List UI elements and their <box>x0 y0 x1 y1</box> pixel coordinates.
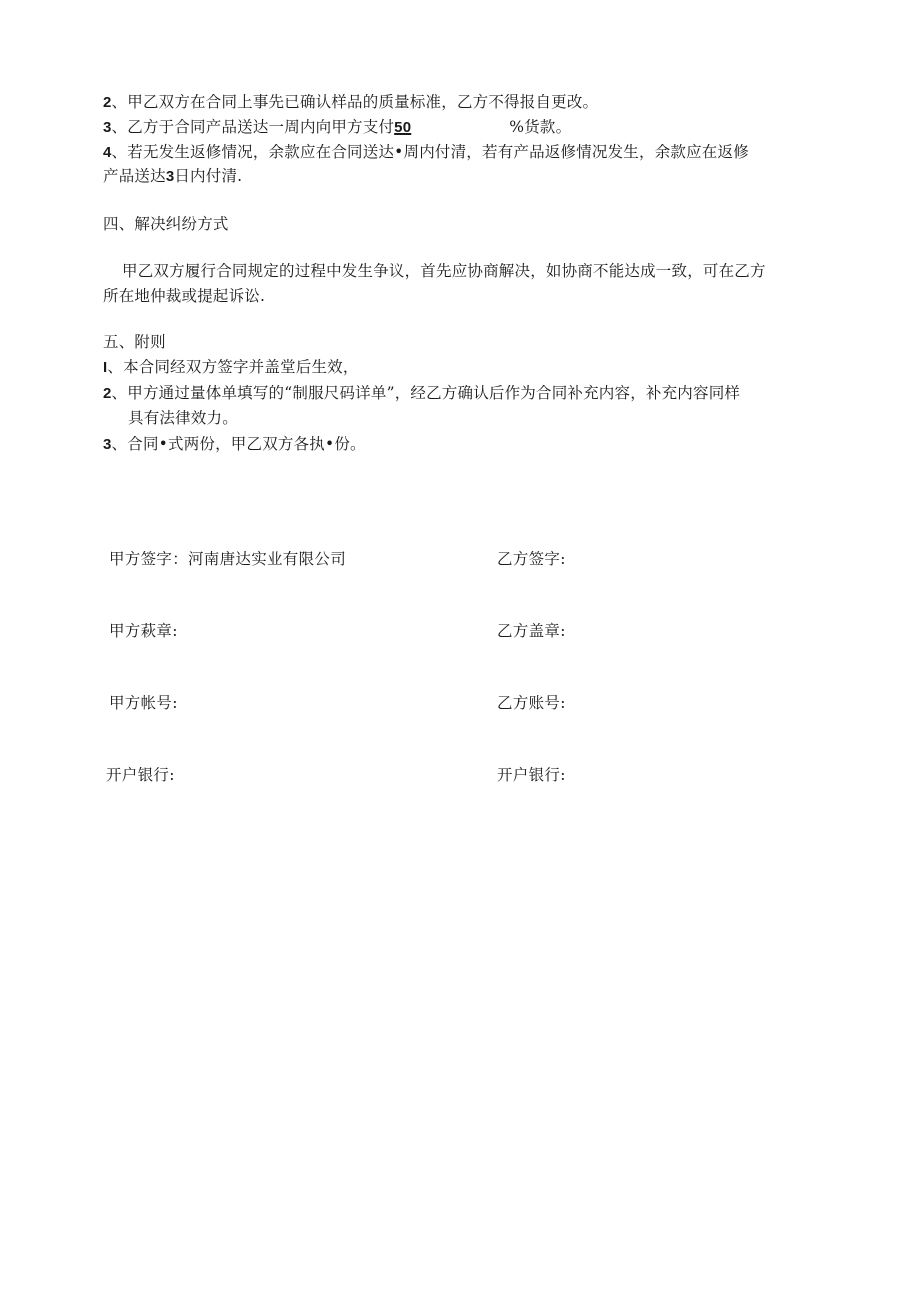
appendix-item-3 <box>103 433 366 456</box>
appendix-item-3-text: 、合同•式两份，甲乙双方各执•份。 <box>111 435 366 453</box>
party-b-signature-label: 乙方签字: <box>497 550 566 568</box>
party-b-seal-label: 乙方盖章: <box>497 622 566 640</box>
appendix-item-1 <box>103 356 359 379</box>
party-a-seal-label: 甲方萩章: <box>109 622 178 640</box>
appendix-item-1-text: 、本合同经双方签字并盖堂后生效， <box>107 358 359 376</box>
section-5-heading: 五、附则 <box>103 333 166 351</box>
section-4-paragraph-line-2: 所在地仲裁或提起诉讼. <box>103 287 266 305</box>
party-a-bank-label: 开户银行: <box>106 766 175 784</box>
clause-4-text-line-2-before: 产品送达 <box>103 167 166 185</box>
clause-2-text: 、甲乙双方在合同上事先已确认样品的质量标准，乙方不得报自更改。 <box>111 93 599 111</box>
clause-4-text-line-1: 、若无发生返修情况，余款应在合同送达•周内付清，若有产品返修情况发生，余款应在返修 <box>111 143 749 161</box>
clause-3-number: 3 <box>103 119 112 136</box>
clause-4-line-2 <box>103 165 242 188</box>
clause-4-line-1 <box>103 141 749 164</box>
clause-4-number: 4 <box>103 144 112 161</box>
section-4-heading: 四、解决纠纷方式 <box>103 215 229 233</box>
clause-2-number: 2 <box>103 94 112 111</box>
clause-3-text-before: 、乙方于合同产品送达一周内向甲方支付 <box>111 118 395 136</box>
party-a-account-label: 甲方帐号: <box>109 694 178 712</box>
clause-3 <box>103 116 571 139</box>
party-a-signature-label: 甲方签字：河南唐达实业有限公司 <box>109 550 347 568</box>
party-b-account-label: 乙方账号: <box>497 694 566 712</box>
appendix-item-2-line-2: 具有法律效力。 <box>128 409 238 427</box>
clause-3-percent-value: 50 <box>394 119 412 136</box>
appendix-item-1-number: I <box>103 359 108 376</box>
clause-3-text-after: %货款。 <box>509 118 572 136</box>
section-4-paragraph-line-1: 甲乙双方履行合同规定的过程中发生争议，首先应协商解决，如协商不能达成一致，可在乙方 <box>122 262 766 280</box>
appendix-item-3-number: 3 <box>103 436 112 453</box>
clause-4-text-line-2-after: 日内付清. <box>174 167 243 185</box>
appendix-item-2-text-line-1: 、甲方通过量体单填写的“制服尺码详单”，经乙方确认后作为合同补充内容，补充内容同样 <box>111 384 741 402</box>
clause-4-days-value: 3 <box>165 168 175 185</box>
clause-2 <box>103 91 598 114</box>
appendix-item-2-number: 2 <box>103 385 112 402</box>
party-b-bank-label: 开户银行: <box>497 766 566 784</box>
appendix-item-2-line-1 <box>103 382 740 405</box>
